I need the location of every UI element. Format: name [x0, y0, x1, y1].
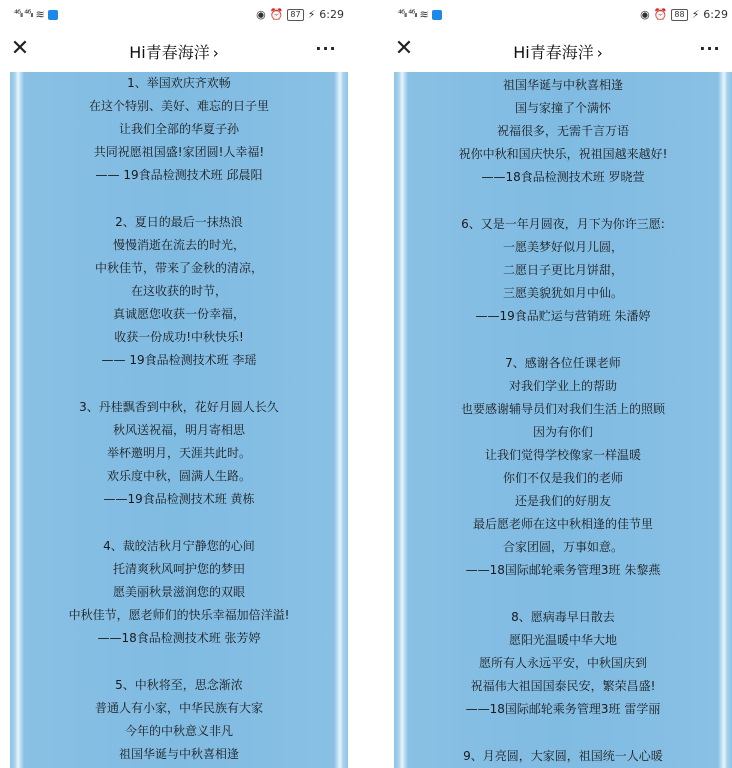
poem-paragraph: [22, 535, 336, 650]
charging-icon: ⚡: [691, 8, 700, 21]
signal-icon: ⁴⁶ᵢₗₗ ⁴⁶ᵢₗₗ: [14, 9, 33, 20]
screenshot-left: [0, 0, 348, 768]
app-notification-icon: [432, 10, 442, 20]
status-left: [398, 8, 442, 21]
poem-line: 国与家撞了个满怀: [514, 101, 611, 115]
article-content: [394, 72, 732, 768]
charging-icon: ⚡: [307, 8, 316, 21]
screenshot-right: [384, 0, 732, 768]
poem-line: 愿美丽秋景滋润您的双眼: [112, 585, 245, 599]
poem-heading: 祖国华诞与中秋喜相逢: [502, 78, 623, 92]
poem-heading: 3、丹桂飘香到中秋，花好月圆人长久: [79, 400, 279, 414]
poem-list: [10, 72, 348, 766]
poem-heading: 5、中秋将至，思念渐浓: [115, 678, 243, 692]
poem-line: 托清爽秋风呵护您的梦田: [112, 562, 245, 576]
poem-line: 愿阳光温暖中华大地: [508, 633, 617, 647]
poem-line: 欢乐度中秋，圆满人生路。: [106, 469, 251, 483]
poem-line: 中秋佳节，愿老师们的快乐幸福加倍洋溢!: [68, 608, 290, 622]
poem-line: 二愿日子更比月饼甜，: [502, 263, 623, 277]
poem-heading: 1、举国欢庆齐欢畅: [127, 76, 231, 90]
poem-line: ——19食品贮运与营销班 朱潘婷: [475, 309, 651, 323]
page-title-text: Hi青春海洋: [513, 43, 594, 62]
poem-line: 今年的中秋意义非凡: [124, 724, 233, 738]
status-right: [256, 8, 344, 21]
poem-heading: 2、夏日的最后一抹热浪: [115, 215, 243, 229]
status-bar: [384, 0, 732, 30]
app-notification-icon: [48, 10, 58, 20]
poem-line: ——18食品检测技术班 张芳婷: [97, 631, 261, 645]
poem-paragraph: [406, 352, 720, 582]
poem-line: 共同祝愿祖国盛!家团圆!人幸福!: [93, 145, 265, 159]
poem-line: —— 19食品检测技术班 李瑶: [101, 353, 257, 367]
poem-line: 对我们学业上的帮助: [508, 379, 617, 393]
poem-line: 你们不仅是我们的老师: [502, 471, 623, 485]
poem-heading: 6、又是一年月圆夜，月下为你许三愿:: [461, 217, 665, 231]
clock-time: 6:29: [319, 8, 344, 21]
poem-paragraph: [406, 606, 720, 721]
poem-line: 中秋佳节，带来了金秋的清凉，: [94, 261, 263, 275]
poem-line: ——19食品检测技术班 黄栋: [103, 492, 255, 506]
page-title[interactable]: [0, 40, 348, 63]
poem-line: 三愿美貌犹如月中仙。: [502, 286, 623, 300]
close-icon[interactable]: ✕: [10, 36, 30, 61]
poem-line: 祝你中秋和国庆快乐，祝祖国越来越好!: [458, 147, 668, 161]
poem-line: 普通人有小家，中华民族有大家: [94, 701, 263, 715]
poem-line: 在这个特别、美好、难忘的日子里: [88, 99, 269, 113]
battery-level: 88: [671, 9, 687, 21]
poem-line: 还是我们的好朋友: [514, 494, 611, 508]
poem-line: 让我们全部的华夏子孙: [118, 122, 239, 136]
status-right: [640, 8, 728, 21]
poem-paragraph: [22, 674, 336, 766]
poem-line: ——18食品检测技术班 罗晓萱: [481, 170, 645, 184]
poem-line: 祝福伟大祖国国泰民安，繁荣昌盛!: [470, 679, 656, 693]
poem-paragraph: [406, 74, 720, 189]
poem-line: 祝福很多，无需千言万语: [496, 124, 629, 138]
poem-line: 一愿美梦好似月儿圆，: [502, 240, 623, 254]
poem-list: [394, 72, 732, 768]
poem-line: 因为有你们: [532, 425, 593, 439]
wifi-icon: ≋: [419, 8, 429, 21]
poem-line: 让我们觉得学校像家一样温暖: [484, 448, 641, 462]
eye-icon: ◉: [256, 8, 266, 21]
article-content: [10, 72, 348, 768]
eye-icon: ◉: [640, 8, 650, 21]
alarm-icon: ⏰: [653, 8, 668, 21]
wifi-icon: ≋: [35, 8, 45, 21]
title-bar: [0, 30, 348, 70]
poem-line: ——18国际邮轮乘务管理3班 雷学丽: [465, 702, 661, 716]
poem-paragraph: [22, 72, 336, 187]
close-icon[interactable]: ✕: [394, 36, 414, 61]
more-icon[interactable]: ···: [699, 39, 721, 58]
poem-paragraph: [22, 211, 336, 372]
clock-time: 6:29: [703, 8, 728, 21]
more-icon[interactable]: ···: [315, 39, 337, 58]
poem-line: 举杯邀明月，天涯共此时。: [106, 446, 251, 460]
status-left: [14, 8, 58, 21]
signal-icon: ⁴⁶ᵢₗₗ ⁴⁶ᵢₗₗ: [398, 9, 417, 20]
poem-line: 也要感谢辅导员们对我们生活上的照顾: [460, 402, 665, 416]
poem-line: 在这收获的时节，: [130, 284, 227, 298]
page-title[interactable]: [384, 40, 732, 63]
poem-line: 合家团圆，万事如意。: [502, 540, 623, 554]
battery-level: 87: [287, 9, 303, 21]
poem-heading: 4、裁皎洁秋月宁静您的心间: [103, 539, 255, 553]
title-bar: [384, 30, 732, 70]
chevron-right-icon: ›: [596, 44, 603, 62]
poem-line: 最后愿老师在这中秋相逢的佳节里: [472, 517, 653, 531]
poem-heading: 7、感谢各位任课老师: [505, 356, 621, 370]
poem-line: 收获一份成功!中秋快乐!: [114, 330, 244, 344]
poem-line: ——18国际邮轮乘务管理3班 朱黎燕: [465, 563, 661, 577]
poem-line: 秋风送祝福，明月寄相思: [112, 423, 245, 437]
alarm-icon: ⏰: [269, 8, 284, 21]
poem-paragraph: [406, 745, 720, 768]
page-title-text: Hi青春海洋: [129, 43, 210, 62]
poem-line: 慢慢消逝在流去的时光，: [112, 238, 245, 252]
poem-heading: 8、愿病毒早日散去: [511, 610, 615, 624]
poem-line: 祖国华诞与中秋喜相逢: [118, 747, 239, 761]
status-bar: [0, 0, 348, 30]
poem-line: —— 19食品检测技术班 邱晨阳: [95, 168, 263, 182]
poem-line: 真诚愿您收获一份幸福，: [112, 307, 245, 321]
poem-paragraph: [406, 213, 720, 328]
poem-line: 愿所有人永远平安，中秋国庆到: [478, 656, 647, 670]
chevron-right-icon: ›: [212, 44, 219, 62]
poem-paragraph: [22, 396, 336, 511]
poem-heading: 9、月亮圆，大家圆，祖国统一人心暖: [463, 749, 663, 763]
